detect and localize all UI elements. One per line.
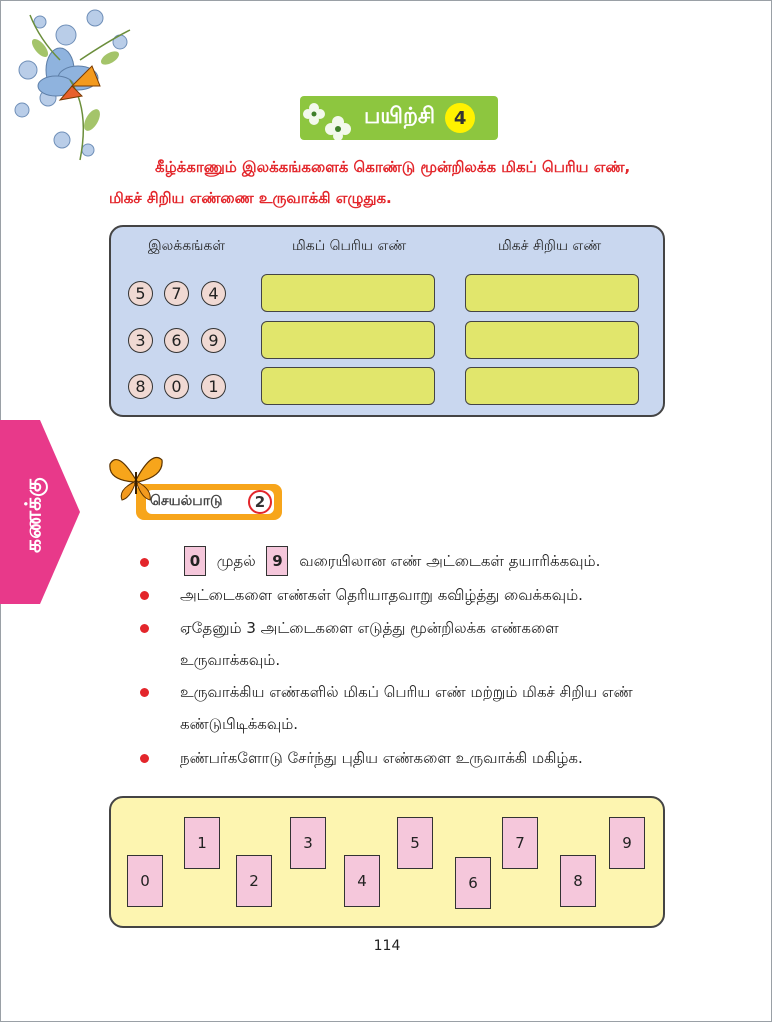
digit-circle: 0 — [164, 374, 189, 399]
number-card: 1 — [184, 817, 220, 869]
number-card: 3 — [290, 817, 326, 869]
side-tab-label: கணக்கு — [21, 477, 47, 553]
card-nine-inline: 9 — [266, 546, 288, 576]
bullet-dot — [140, 624, 149, 633]
digit-circle: 1 — [201, 374, 226, 399]
bullet-4-line-1: உருவாக்கிய எண்களில் மிகப் பெரிய எண் மற்றும் மிகச் சிறிய எண் — [180, 683, 633, 701]
butterfly-icon — [108, 450, 164, 502]
smallest-answer-box[interactable] — [465, 367, 639, 405]
digit-circle: 9 — [201, 328, 226, 353]
number-card: 0 — [127, 855, 163, 907]
digit-circle: 7 — [164, 281, 189, 306]
largest-answer-box[interactable] — [261, 367, 435, 405]
flower-decoration-icon — [0, 0, 150, 170]
digit-circle: 4 — [201, 281, 226, 306]
digit-circle: 8 — [128, 374, 153, 399]
number-card: 4 — [344, 855, 380, 907]
page-number: 114 — [373, 938, 401, 954]
bullet-dot — [140, 688, 149, 697]
number-card: 5 — [397, 817, 433, 869]
largest-answer-box[interactable] — [261, 274, 435, 312]
bullet-3-line-2: உருவாக்கவும். — [180, 651, 281, 669]
activity-number: 2 — [248, 490, 272, 514]
number-card: 8 — [560, 855, 596, 907]
instruction-line-2: மிகச் சிறிய எண்ணை உருவாக்கி எழுதுக. — [109, 189, 392, 207]
bullet-5: நண்பர்களோடு சேர்ந்து புதிய எண்களை உருவாக்கி மகிழ்க. — [180, 749, 583, 767]
digit-circle: 3 — [128, 328, 153, 353]
bullet-dot — [140, 591, 149, 600]
bullet-dot — [140, 558, 149, 567]
card-zero-inline: 0 — [184, 546, 206, 576]
digit-circle: 6 — [164, 328, 189, 353]
bullet-4-line-2: கண்டுபிடிக்கவும். — [180, 715, 299, 733]
smallest-answer-box[interactable] — [465, 274, 639, 312]
number-card: 6 — [455, 857, 491, 909]
number-card: 9 — [609, 817, 645, 869]
header-digits: இலக்கங்கள் — [148, 238, 225, 254]
activity-banner-inner — [146, 490, 274, 514]
header-largest: மிகப் பெரிய எண் — [292, 238, 407, 254]
instruction-line-1: கீழ்க்காணும் இலக்கங்களைக் கொண்டு மூன்றிலக்க மிகப் பெரிய எண், — [155, 158, 631, 176]
digit-circle: 5 — [128, 281, 153, 306]
smallest-answer-box[interactable] — [465, 321, 639, 359]
header-smallest: மிகச் சிறிய எண் — [498, 238, 602, 254]
exercise-number: 4 — [445, 103, 475, 133]
bullet-1-rest: வரையிலான எண் அட்டைகள் தயாரிக்கவும். — [299, 551, 601, 570]
number-card: 7 — [502, 817, 538, 869]
exercise-title: பயிற்சி — [364, 104, 436, 129]
exercise-banner — [300, 96, 498, 140]
bullet-1-word: முதல் — [216, 551, 256, 570]
activity-title: செயல்பாடு — [150, 493, 223, 509]
bullet-3-line-1: ஏதேனும் 3 அட்டைகளை எடுத்து மூன்றிலக்க எண்களை — [180, 619, 559, 637]
largest-answer-box[interactable] — [261, 321, 435, 359]
bullet-2: அட்டைகளை எண்கள் தெரியாதவாறு கவிழ்த்து வைக்கவும். — [180, 586, 583, 604]
bullet-dot — [140, 754, 149, 763]
bullet-1 — [184, 546, 600, 576]
number-card: 2 — [236, 855, 272, 907]
clover-icon — [300, 96, 358, 140]
